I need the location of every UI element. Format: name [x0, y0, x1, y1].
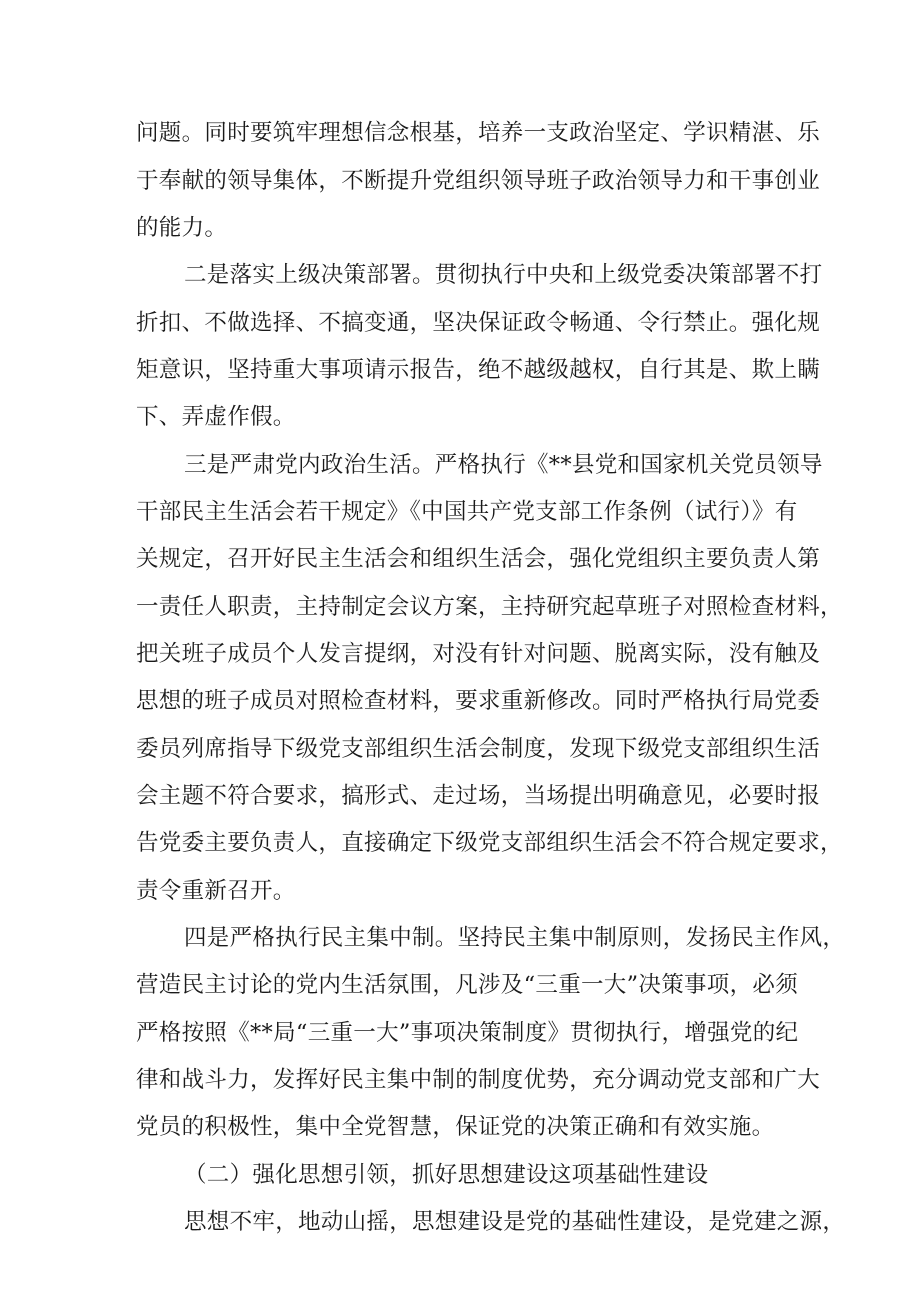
text-line: 的能力。: [136, 215, 228, 241]
paragraph-start: 思想不牢，地动山摇，思想建设是党的基础性建设，是党建之源，: [184, 1209, 846, 1235]
text-line: 问题。同时要筑牢理想信念根基，培养一支政治坚定、学识精湛、乐: [136, 120, 821, 146]
text-line: 责令重新召开。: [136, 878, 296, 904]
paragraph-start: 二是落实上级决策部署。贯彻执行中央和上级党委决策部署不打: [184, 262, 823, 288]
text-line: 一责任人职责，主持制定会议方案，主持研究起草班子对照检查材料，: [136, 594, 843, 620]
text-line: 把关班子成员个人发言提纲，对没有针对问题、脱离实际，没有触及: [136, 641, 821, 667]
text-line: 告党委主要负责人，直接确定下级党支部组织生活会不符合规定要求，: [136, 830, 843, 856]
text-line: 下、弄虚作假。: [136, 404, 296, 430]
text-line: 思想的班子成员对照检查材料，要求重新修改。同时严格执行局党委: [136, 688, 821, 714]
text-line: 会主题不符合要求，搞形式、走过场，当场提出明确意见，必要时报: [136, 783, 821, 809]
text-line: 营造民主讨论的党内生活氛围，凡涉及“三重一大”决策事项，必须: [136, 972, 799, 998]
text-line: 折扣、不做选择、不搞变通，坚决保证政令畅通、令行禁止。强化规: [136, 310, 821, 336]
paragraph-start: 三是严肃党内政治生活。严格执行《**县党和国家机关党员领导: [184, 452, 823, 478]
text-line: 关规定，召开好民主生活会和组织生活会，强化党组织主要负责人第: [136, 546, 821, 572]
text-line: 矩意识，坚持重大事项请示报告，绝不越级越权，自行其是、欺上瞒: [136, 357, 821, 383]
paragraph-start: 四是严格执行民主集中制。坚持民主集中制原则，发扬民主作风，: [184, 925, 846, 951]
text-line: 律和战斗力，发挥好民主集中制的制度优势，充分调动党支部和广大: [136, 1067, 821, 1093]
text-line: 党员的积极性，集中全党智慧，保证党的决策正确和有效实施。: [136, 1114, 775, 1140]
text-line: 严格按照《**局“三重一大”事项决策制度》贯彻执行，增强党的纪: [136, 1020, 799, 1046]
text-line: 委员列席指导下级党支部组织生活会制度，发现下级党支部组织生活: [136, 736, 821, 762]
text-line: 于奉献的领导集体，不断提升党组织领导班子政治领导力和干事创业: [136, 168, 821, 194]
text-line: 干部民主生活会若干规定》《中国共产党支部工作条例（试行）》有: [136, 499, 798, 525]
section-heading: （二）强化思想引领，抓好思想建设这项基础性建设: [184, 1162, 709, 1188]
